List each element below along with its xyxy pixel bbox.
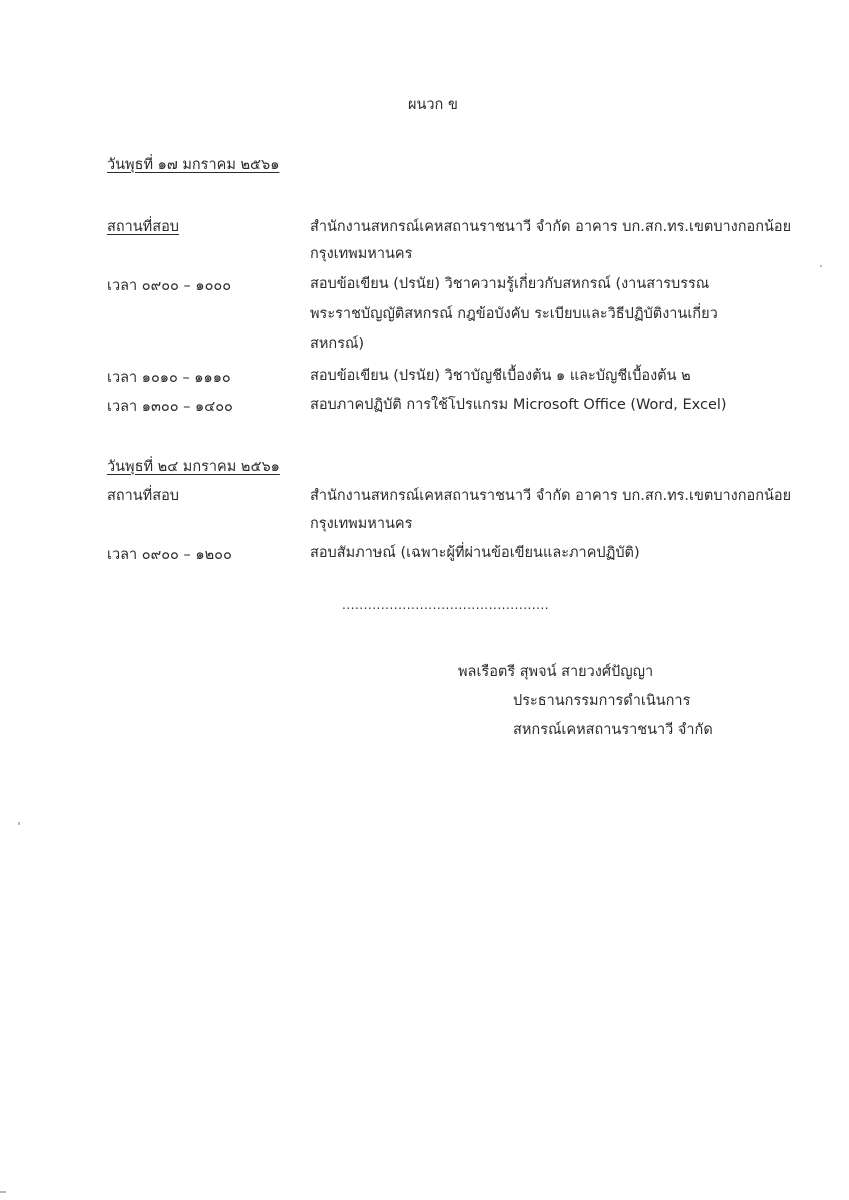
- day-1-session-3-time: เวลา ๑๓๐๐ – ๑๔๐๐: [107, 399, 233, 415]
- scan-speck: [18, 822, 20, 825]
- day-1-session-1-line-3: สหกรณ์): [310, 336, 365, 352]
- day-1-venue-label: สถานที่สอบ: [107, 219, 180, 235]
- day-2-venue-line-2: กรุงเทพมหานคร: [310, 516, 413, 532]
- scan-speck: [0, 1191, 6, 1193]
- page-title: ผนวก ข: [408, 97, 458, 113]
- day-1-session-1-line-2: พระราชบัญญัติสหกรณ์ กฎข้อบังคับ ระเบียบและวิธีปฏิบัติงานเกี่ยว: [310, 306, 718, 322]
- dotted-separator: ................................................: [342, 598, 550, 612]
- day-2-session-1-line-1: สอบสัมภาษณ์ (เฉพาะผู้ที่ผ่านข้อเขียนและภาคปฏิบัติ): [310, 545, 640, 561]
- day-1-session-2-time: เวลา ๑๐๑๐ – ๑๑๑๐: [107, 370, 231, 386]
- day-1-venue-line-2: กรุงเทพมหานคร: [310, 246, 413, 262]
- day-1-session-1-line-1: สอบข้อเขียน (ปรนัย) วิชาความรู้เกี่ยวกับสหกรณ์ (งานสารบรรณ: [310, 276, 710, 292]
- day-1-session-3-line-1: สอบภาคปฏิบัติ การใช้โปรแกรม Microsoft Office (Word, Excel): [310, 397, 727, 413]
- day-1-venue-line-1: สำนักงานสหกรณ์เคหสถานราชนาวี จำกัด อาคาร บก.สก.ทร.เขตบางกอกน้อย: [310, 219, 792, 235]
- day-2-session-1-time: เวลา ๐๙๐๐ – ๑๒๐๐: [107, 547, 232, 563]
- scan-speck: [820, 265, 822, 267]
- signature-organization: สหกรณ์เคหสถานราชนาวี จำกัด: [513, 722, 713, 738]
- day-1-session-1-time: เวลา ๐๙๐๐ – ๑๐๐๐: [107, 278, 232, 294]
- day-2-venue-line-1: สำนักงานสหกรณ์เคหสถานราชนาวี จำกัด อาคาร บก.สก.ทร.เขตบางกอกน้อย: [310, 488, 792, 504]
- day-1-date: วันพุธที่ ๑๗ มกราคม ๒๕๖๑: [107, 157, 280, 173]
- signature-name: พลเรือตรี สุพจน์ สายวงศ์ปัญญา: [458, 664, 654, 680]
- day-2-venue-label: สถานที่สอบ: [107, 488, 180, 504]
- day-2-date: วันพุธที่ ๒๔ มกราคม ๒๕๖๑: [107, 459, 280, 475]
- day-1-session-2-line-1: สอบข้อเขียน (ปรนัย) วิชาบัญชีเบื้องต้น ๑ และบัญชีเบื้องต้น ๒: [310, 368, 691, 384]
- signature-position: ประธานกรรมการดำเนินการ: [513, 693, 691, 709]
